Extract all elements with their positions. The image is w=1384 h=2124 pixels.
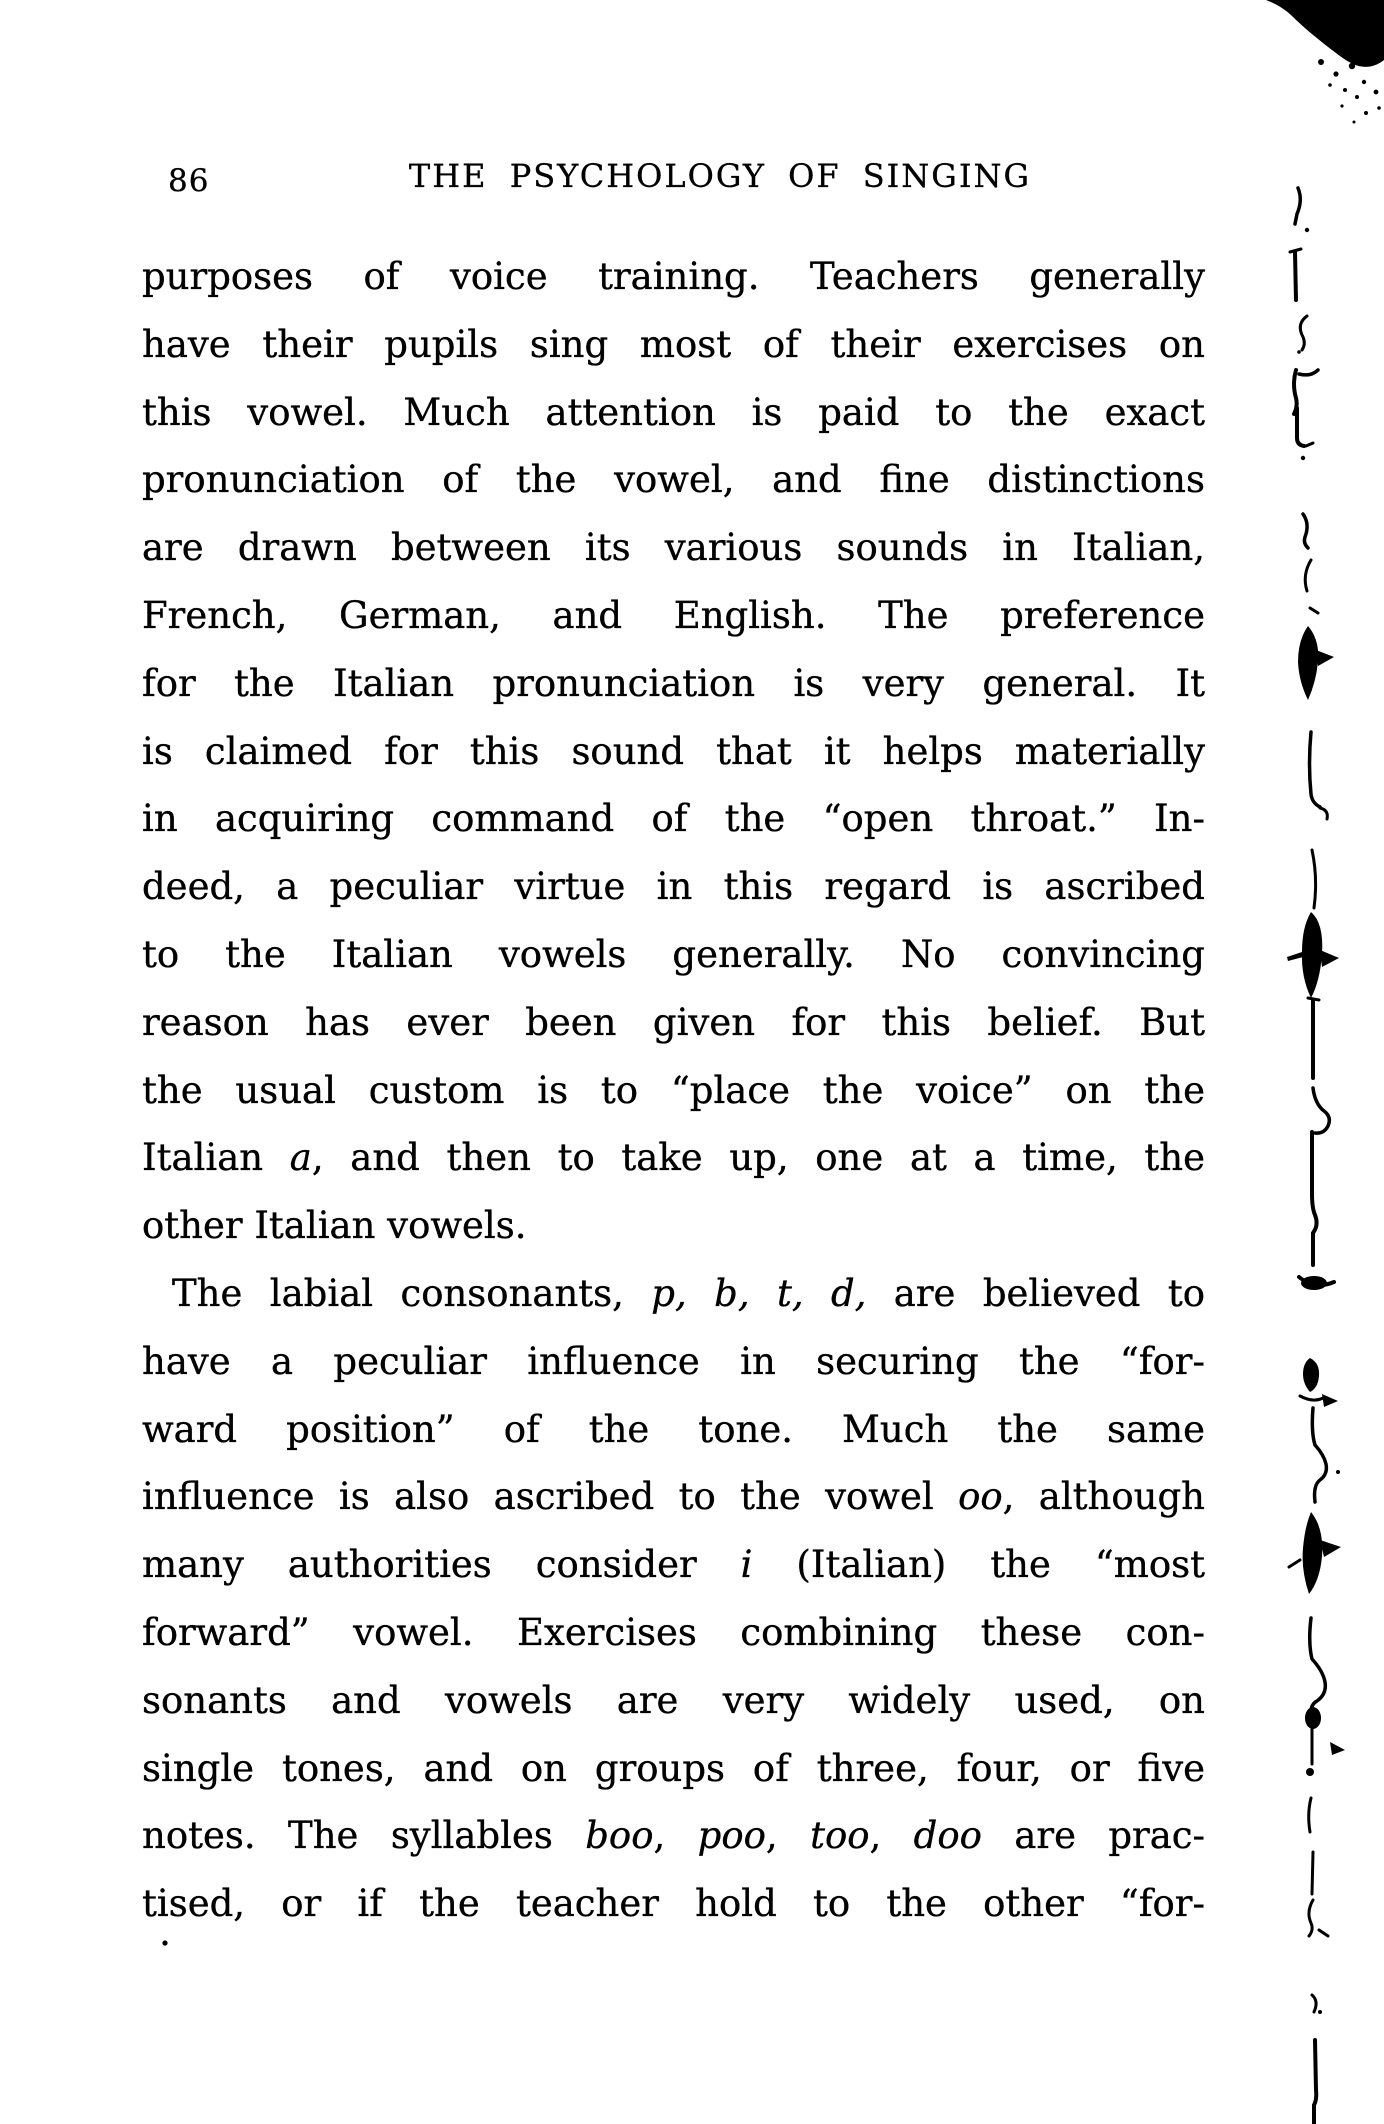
text-line: influence is also ascribed to the vowel oo, although <box>142 1475 1205 1519</box>
text-line: sonants and vowels are very widely used, on <box>142 1678 1205 1722</box>
page-number: 86 <box>168 163 210 199</box>
text-line: other Italian vowels. <box>142 1204 527 1248</box>
text-line: are drawn between its various sounds in Italian, <box>142 526 1205 570</box>
text-line: French, German, and English. The preference <box>142 593 1205 637</box>
margin-stroke-shapes <box>1289 188 1334 2124</box>
text-line: Italian a, and then to take up, one at a time, the <box>142 1136 1205 1180</box>
text-line: tised, or if the teacher hold to the other “for- <box>142 1882 1205 1926</box>
text-line: single tones, and on groups of three, four, or five <box>142 1746 1205 1790</box>
text-line: for the Italian pronunciation is very general. It <box>142 661 1205 705</box>
text-line: ward position” of the tone. Much the same <box>142 1407 1205 1451</box>
corner-blob-shape <box>1266 0 1384 124</box>
text-line: pronunciation of the vowel, and fine distinctions <box>142 458 1205 502</box>
text-line: is claimed for this sound that it helps materially <box>142 729 1205 773</box>
text-line: many authorities consider i (Italian) the “most <box>142 1543 1205 1587</box>
text-line: purposes of voice training. Teachers generally <box>142 255 1205 298</box>
text-line: have a peculiar influence in securing the “for- <box>142 1339 1205 1383</box>
text-line: deed, a peculiar virtue in this regard is ascribed <box>142 865 1205 909</box>
text-line: to the Italian vowels generally. No convincing <box>142 932 1205 976</box>
text-line: The labial consonants, p, b, t, d, are believed to <box>172 1271 1205 1315</box>
text-line: reason has ever been given for this belief. But <box>142 1000 1205 1044</box>
text-line: the usual custom is to “place the voice” on the <box>142 1068 1205 1112</box>
text-line: have their pupils sing most of their exercises on <box>142 322 1205 366</box>
text-line: notes. The syllables boo, poo, too, doo are prac- <box>142 1814 1206 1858</box>
running-title: THE PSYCHOLOGY OF SINGING <box>408 157 1032 195</box>
text-line: this vowel. Much attention is paid to the exact <box>142 390 1205 434</box>
text-line: forward” vowel. Exercises combining these con- <box>142 1610 1205 1654</box>
page-body <box>142 243 1205 1938</box>
text-line: in acquiring command of the “open throat.” In- <box>142 797 1205 841</box>
